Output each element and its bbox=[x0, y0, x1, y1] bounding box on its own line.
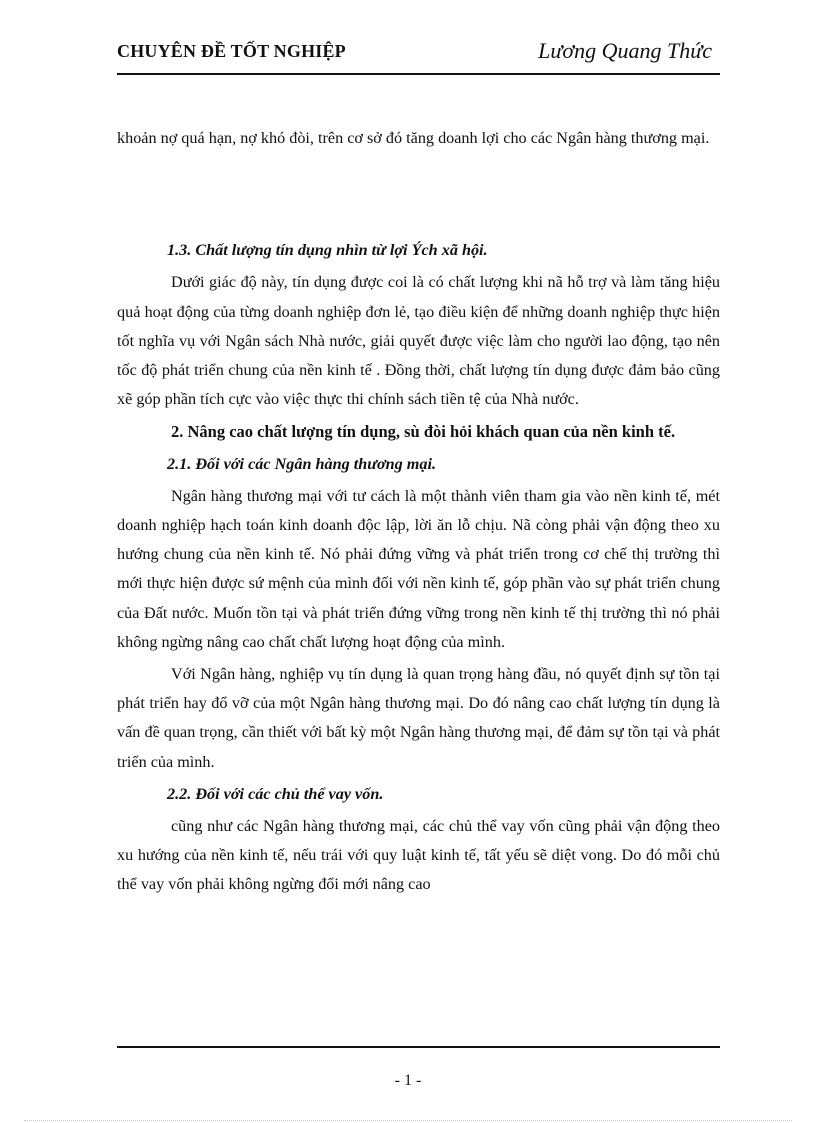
header-rule bbox=[117, 73, 720, 75]
paragraph-social-benefit: Dưới giác độ này, tín dụng được coi là có chất lượng khi nã hỗ trợ và làm tăng hiệu quả hoạt động của từng doanh nghiệp đơn lẻ, tạo điều kiện để những doanh nghiệp thực hiện tốt nghĩa vụ với Ngân sách Nhà nước, giải quyết được việc làm cho người lao động, tạo nên tốc độ phát triển chung của nền kinh tế . Đồng thời, chất lượng tín dụng được đảm bảo cũng xẽ góp phần tích cực vào việc thực thi chính sách tiền tệ của Nhà nước. bbox=[117, 273, 720, 409]
page-edge-dotted-line bbox=[24, 1120, 792, 1121]
paragraph-continuation: khoản nợ quá hạn, nợ khó đòi, trên cơ sở đó tăng doanh lợi cho các Ngân hàng thương mại. bbox=[117, 129, 710, 147]
paragraph-credit-importance: Với Ngân hàng, nghiệp vụ tín dụng là quan trọng hàng đầu, nó quyết định sự tồn tại phát triển hay đổ vỡ của một Ngân hàng thương mại. Do đó nâng cao chất lượng tín dụng là vấn đề quan trọng, cần thiết với bất kỳ một Ngân hàng thương mại, để đảm sự tồn tại và phát triển của mình. bbox=[117, 665, 720, 771]
header-document-title: CHUYÊN ĐỀ TỐT NGHIỆP bbox=[117, 41, 346, 61]
heading-2-2: 2.2. Đối với các chủ thể vay vốn. bbox=[167, 784, 384, 803]
section-gap bbox=[117, 156, 720, 236]
heading-2-1: 2.1. Đối với các Ngân hàng thương mại. bbox=[167, 454, 437, 473]
heading-1-3: 1.3. Chất lượng tín dụng nhìn từ lợi Ých xã hội. bbox=[167, 241, 488, 260]
page-number: - 1 - bbox=[394, 1072, 422, 1089]
heading-2: 2. Nâng cao chất lượng tín dụng, sù đòi hỏi khách quan của nền kinh tế. bbox=[171, 422, 676, 442]
header-author-name: Lương Quang Thức bbox=[538, 38, 712, 63]
page-body bbox=[117, 124, 720, 903]
footer-rule bbox=[117, 1046, 720, 1048]
page-header bbox=[117, 38, 720, 68]
paragraph-commercial-banks: Ngân hàng thương mại với tư cách là một thành viên tham gia vào nền kinh tế, mét doanh nghiệp hạch toán kinh doanh độc lập, lời ăn lỗ chịu. Nã còng phải vận động theo xu hướng chung của nền kinh tế. Nó phải đứng vững và phát triển trong cơ chế thị trường thì mới thực hiện được sứ mệnh của mình đối với nền kinh tế, góp phần vào sự phát triển chung của Đất nước. Muốn tồn tại và phát triển đứng vững trong nền kinh tế thị trường thì nó phải không ngừng nâng cao chất chất lượng hoạt động của mình. bbox=[117, 486, 720, 651]
paragraph-borrowers: cũng như các Ngân hàng thương mại, các chủ thể vay vốn cũng phải vận động theo xu hướng của nền kinh tế, nếu trái với quy luật kinh tế, tất yếu sẽ diệt vong. Do đó mỗi chủ thể vay vốn phải không ngừng đổi mới nâng cao bbox=[117, 817, 720, 894]
